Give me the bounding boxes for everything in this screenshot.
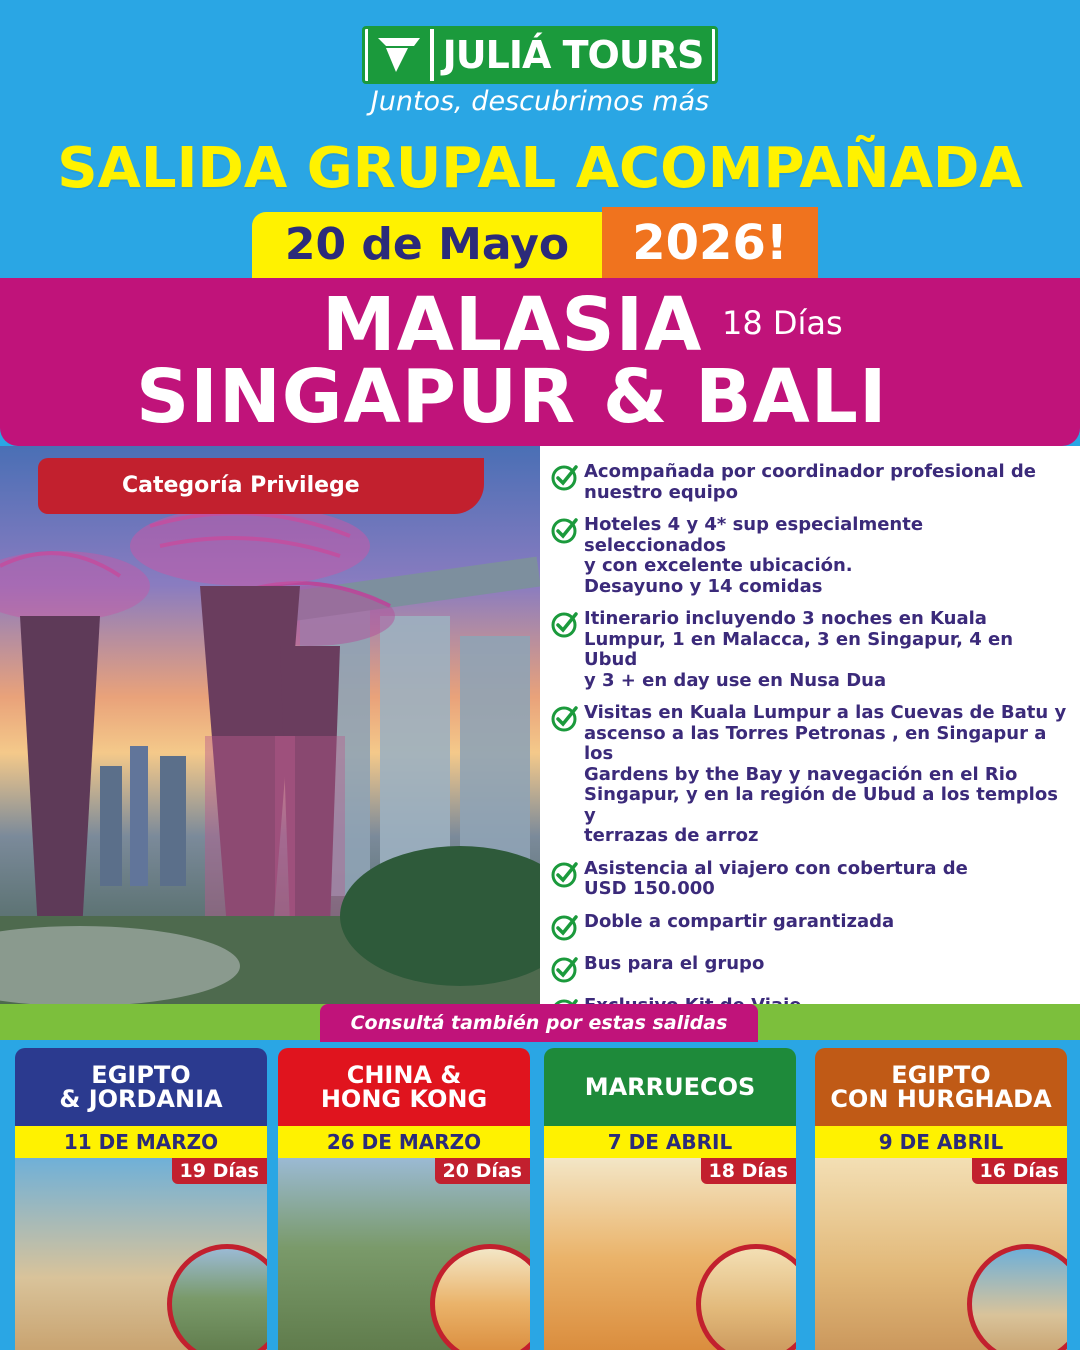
checkmark-icon xyxy=(550,859,580,889)
checkmark-icon xyxy=(550,954,580,984)
feature-item xyxy=(550,609,1070,691)
consult-banner: Consultá también por estas salidas xyxy=(320,1004,758,1042)
tour-card[interactable] xyxy=(815,1048,1067,1350)
tour-days-badge: 18 Días xyxy=(701,1158,796,1184)
destination-line2: SINGAPUR & BALI xyxy=(136,354,888,440)
tour-photo xyxy=(544,1158,796,1350)
brand-logo[interactable] xyxy=(362,26,718,84)
tour-days-badge: 20 Días xyxy=(435,1158,530,1184)
tour-card[interactable] xyxy=(278,1048,530,1350)
feature-item xyxy=(550,954,1070,984)
tour-days-badge: 16 Días xyxy=(972,1158,1067,1184)
tour-date: 26 DE MARZO xyxy=(278,1126,530,1158)
tour-title: MARRUECOS xyxy=(544,1048,796,1126)
tour-photo xyxy=(278,1158,530,1350)
checkmark-icon xyxy=(550,703,580,733)
gardens-by-the-bay-photo xyxy=(0,446,540,1004)
feature-item xyxy=(550,859,1070,900)
brand-slogan: Juntos, descubrimos más xyxy=(370,86,710,117)
category-tag: Categoría Privilege xyxy=(38,458,484,514)
feature-text: Asistencia al viajero con cobertura de USD 150.000 xyxy=(584,857,968,899)
checkmark-icon xyxy=(550,462,580,492)
tour-date: 11 DE MARZO xyxy=(15,1126,267,1158)
tour-inset-photo xyxy=(696,1244,796,1350)
feature-text: Acompañada por coordinador profesional de nuestro equipo xyxy=(584,461,1037,503)
feature-item xyxy=(550,462,1070,503)
destination-band xyxy=(0,278,1080,446)
tour-title: EGIPTO & JORDANIA xyxy=(15,1048,267,1126)
feature-text: Visitas en Kuala Lumpur a las Cuevas de Batu y ascenso a las Torres Petronas , en Singapur a los Gardens by the Bay y navegación en el Rio Singapur, y en la región de Ubud a los templos y terrazas de arroz xyxy=(584,702,1067,846)
features-list xyxy=(540,446,1080,1004)
departure-date: 20 de Mayo xyxy=(252,212,602,278)
destination-line1: MALASIA xyxy=(322,282,703,368)
tour-card[interactable] xyxy=(544,1048,796,1350)
logo-flag-icon xyxy=(368,29,430,81)
feature-text: Hoteles 4 y 4* sup especialmente seleccionados y con excelente ubicación. Desayuno y 14 comidas xyxy=(584,514,924,597)
tour-inset-photo xyxy=(167,1244,267,1350)
tour-days-badge: 19 Días xyxy=(172,1158,267,1184)
checkmark-icon xyxy=(550,912,580,942)
checkmark-icon xyxy=(550,515,580,545)
feature-item xyxy=(550,515,1070,597)
feature-item xyxy=(550,912,1070,942)
tour-photo xyxy=(815,1158,1067,1350)
tour-title: EGIPTO CON HURGHADA xyxy=(815,1048,1067,1126)
headline: SALIDA GRUPAL ACOMPAÑADA xyxy=(57,136,1023,201)
tour-inset-photo xyxy=(430,1244,530,1350)
brand-name: JULIÁ TOURS xyxy=(434,29,712,81)
checkmark-icon xyxy=(550,609,580,639)
tour-inset-photo xyxy=(967,1244,1067,1350)
tour-card[interactable] xyxy=(15,1048,267,1350)
tour-date: 9 DE ABRIL xyxy=(815,1126,1067,1158)
feature-text: Doble a compartir garantizada xyxy=(584,910,895,932)
feature-item xyxy=(550,703,1070,847)
tour-title: CHINA & HONG KONG xyxy=(278,1048,530,1126)
tour-photo xyxy=(15,1158,267,1350)
feature-text: Itinerario incluyendo 3 noches en Kuala Lumpur, 1 en Malacca, 3 en Singapur, 4 en Ubud y 3 + en day use en Nusa Dua xyxy=(584,608,1014,691)
departure-year: 2026! xyxy=(602,207,818,279)
tour-date: 7 DE ABRIL xyxy=(544,1126,796,1158)
destination-duration: 18 Días xyxy=(722,304,843,342)
feature-text: Bus para el grupo xyxy=(584,952,765,974)
